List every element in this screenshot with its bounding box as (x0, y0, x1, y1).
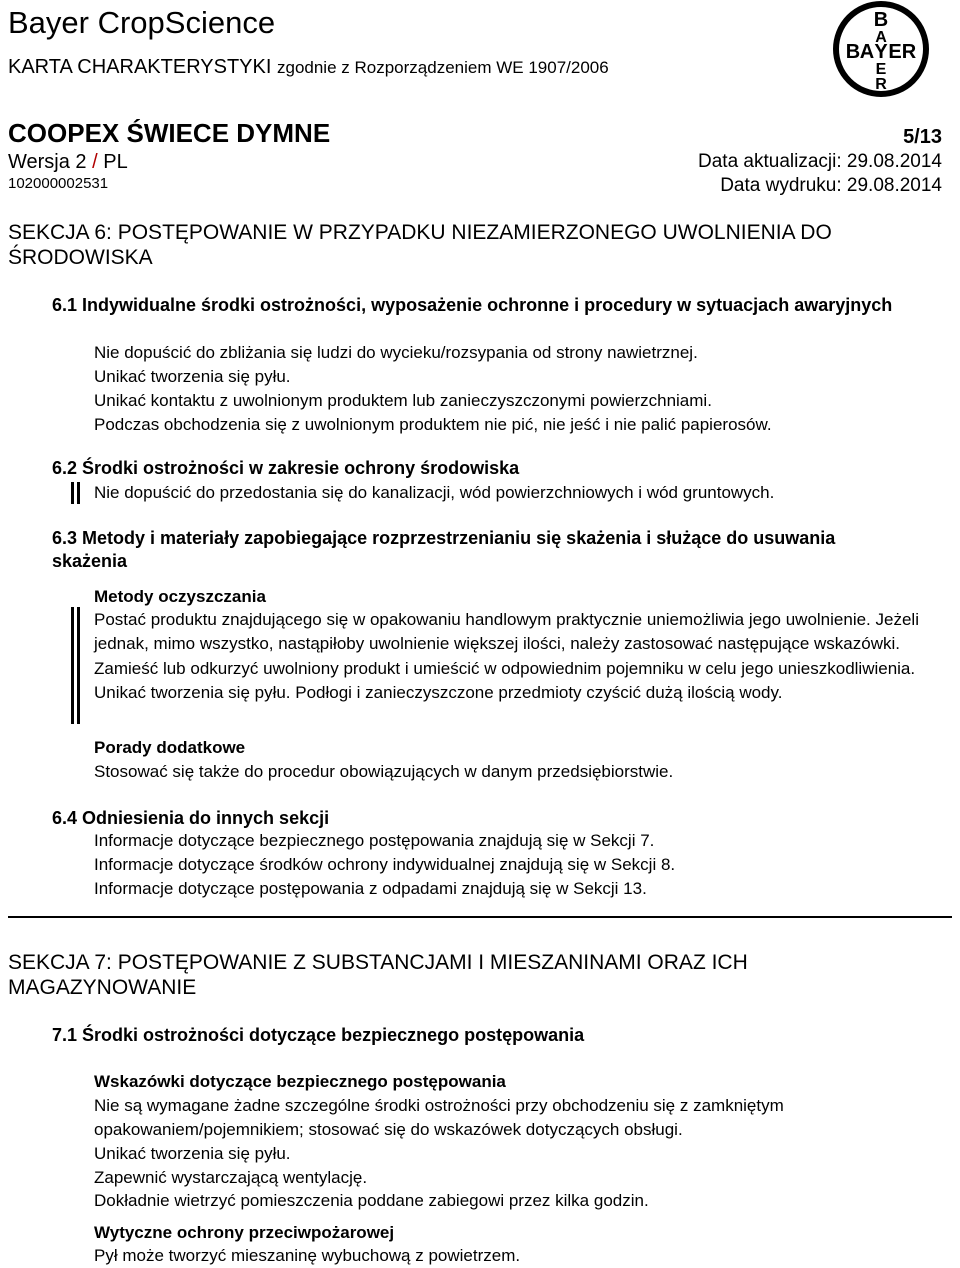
product-name: COOPEX ŚWIECE DYMNE (8, 118, 331, 148)
logo-h-r: R (901, 41, 917, 63)
regulation-line (8, 54, 609, 81)
s61-line-4: Podczas obchodzenia się z uwolnionym produktem nie pić, nie jeść i nie palić papierosów. (94, 415, 772, 434)
regulation-main: KARTA CHARAKTERYSTYKI (8, 56, 272, 78)
logo-h-a: A (859, 41, 875, 63)
logo-letter-b: B (873, 9, 889, 31)
regulation-sub: zgodnie z Rozporządzeniem WE 1907/2006 (276, 58, 609, 77)
section-6-title: SEKCJA 6: POSTĘPOWANIE W PRZYPADKU NIEZAMIERZONEGO UWOLNIENIA DO ŚRODOWISKA (8, 221, 832, 269)
company-name: Bayer CropScience (8, 5, 276, 40)
change-bar (77, 607, 80, 724)
subsection-6-2-title: 6.2 Środki ostrożności w zakresie ochrony środowiska (52, 458, 520, 478)
logo-letter-a: A (875, 29, 887, 46)
s61-line-1: Nie dopuścić do zbliżania się ludzi do wycieku/rozsypania od strony nawietrznej. (94, 343, 698, 362)
version-label: Wersja 2 (8, 151, 87, 173)
s64-line-2: Informacje dotyczące środków ochrony indywidualnej znajdują się w Sekcji 8. (94, 855, 676, 874)
advice-heading: Porady dodatkowe (94, 738, 246, 757)
handling-line-3: Dokładnie wietrzyć pomieszczenia poddane zabiegowi przez kilka godzin. (94, 1191, 649, 1210)
revision-date: Data aktualizacji: 29.08.2014 (698, 151, 942, 172)
logo-h-e: E (888, 41, 902, 63)
fire-protection-text: Pył może tworzyć mieszaninę wybuchową z powietrzem. (94, 1246, 521, 1265)
s61-line-2: Unikać tworzenia się pyłu. (94, 367, 291, 386)
logo-letter-r: R (875, 76, 887, 93)
version-separator: / (92, 151, 98, 173)
section-divider (8, 916, 952, 918)
handling-heading: Wskazówki dotyczące bezpiecznego postępowania (94, 1072, 506, 1091)
document-number: 102000002531 (8, 175, 109, 192)
subsection-7-1-title: 7.1 Środki ostrożności dotyczące bezpiecznego postępowania (52, 1025, 585, 1045)
s64-line-1: Informacje dotyczące bezpiecznego postępowania znajdują się w Sekcji 7. (94, 831, 655, 850)
handling-line-2: Zapewnić wystarczającą wentylację. (94, 1168, 368, 1187)
page-number: 5/13 (903, 126, 942, 148)
s62-text: Nie dopuścić do przedostania się do kanalizacji, wód powierzchniowych i wód gruntowych. (94, 483, 775, 502)
handling-line-1: Unikać tworzenia się pyłu. (94, 1144, 291, 1163)
version-line (8, 150, 128, 174)
logo-letter-y: Y (874, 41, 888, 63)
change-bar (71, 607, 74, 724)
advice-text: Stosować się także do procedur obowiązujących w danym przedsiębiorstwie. (94, 762, 674, 781)
subsection-6-1-title: 6.1 Indywidualne środki ostrożności, wyposażenie ochronne i procedury w sytuacjach awaryjnych (52, 295, 893, 315)
bayer-logo (832, 0, 930, 98)
section-7-title: SEKCJA 7: POSTĘPOWANIE Z SUBSTANCJAMI I MIESZANINAMI ORAZ ICH MAGAZYNOWANIE (8, 951, 748, 999)
version-language: PL (103, 151, 128, 173)
print-date: Data wydruku: 29.08.2014 (720, 175, 942, 196)
handling-paragraph: Nie są wymagane żadne szczególne środki ostrożności przy obchodzeniu się z zamkniętym opakowaniem/pojemnikiem; stosować się do wskazówek dotyczących obsługi. (94, 1096, 784, 1140)
fire-protection-heading: Wytyczne ochrony przeciwpożarowej (94, 1223, 395, 1242)
logo-h-b: B (845, 41, 861, 63)
s64-line-3: Informacje dotyczące postępowania z odpadami znajdują się w Sekcji 13. (94, 879, 647, 898)
change-bar (77, 482, 80, 504)
subsection-6-3-title: 6.3 Metody i materiały zapobiegające rozprzestrzenianiu się skażenia i służące do usuwania skażenia (52, 528, 836, 571)
logo-letter-e: E (875, 61, 887, 78)
subsection-6-4-title: 6.4 Odniesienia do innych sekcji (52, 808, 330, 828)
change-bar (71, 482, 74, 504)
methods-heading: Metody oczyszczania (94, 587, 266, 606)
s61-line-3: Unikać kontaktu z uwolnionym produktem lub zanieczyszczonymi powierzchniami. (94, 391, 712, 410)
methods-text: Postać produktu znajdującego się w opakowaniu handlowym praktycznie uniemożliwia jego uwolnienie. Jeżeli jednak, mimo wszystko, nastąpiłoby uwolnienie większej ilości, należy zastosować następujące wskazówki. Zamieść lub odkurzyć uwolniony produkt i umieścić w odpowiednim pojemniku w celu jego unieszkodliwienia. Unikać tworzenia się pyłu. Podłogi i zanieczyszczone przedmioty czyścić dużą ilością wody. (94, 610, 919, 702)
